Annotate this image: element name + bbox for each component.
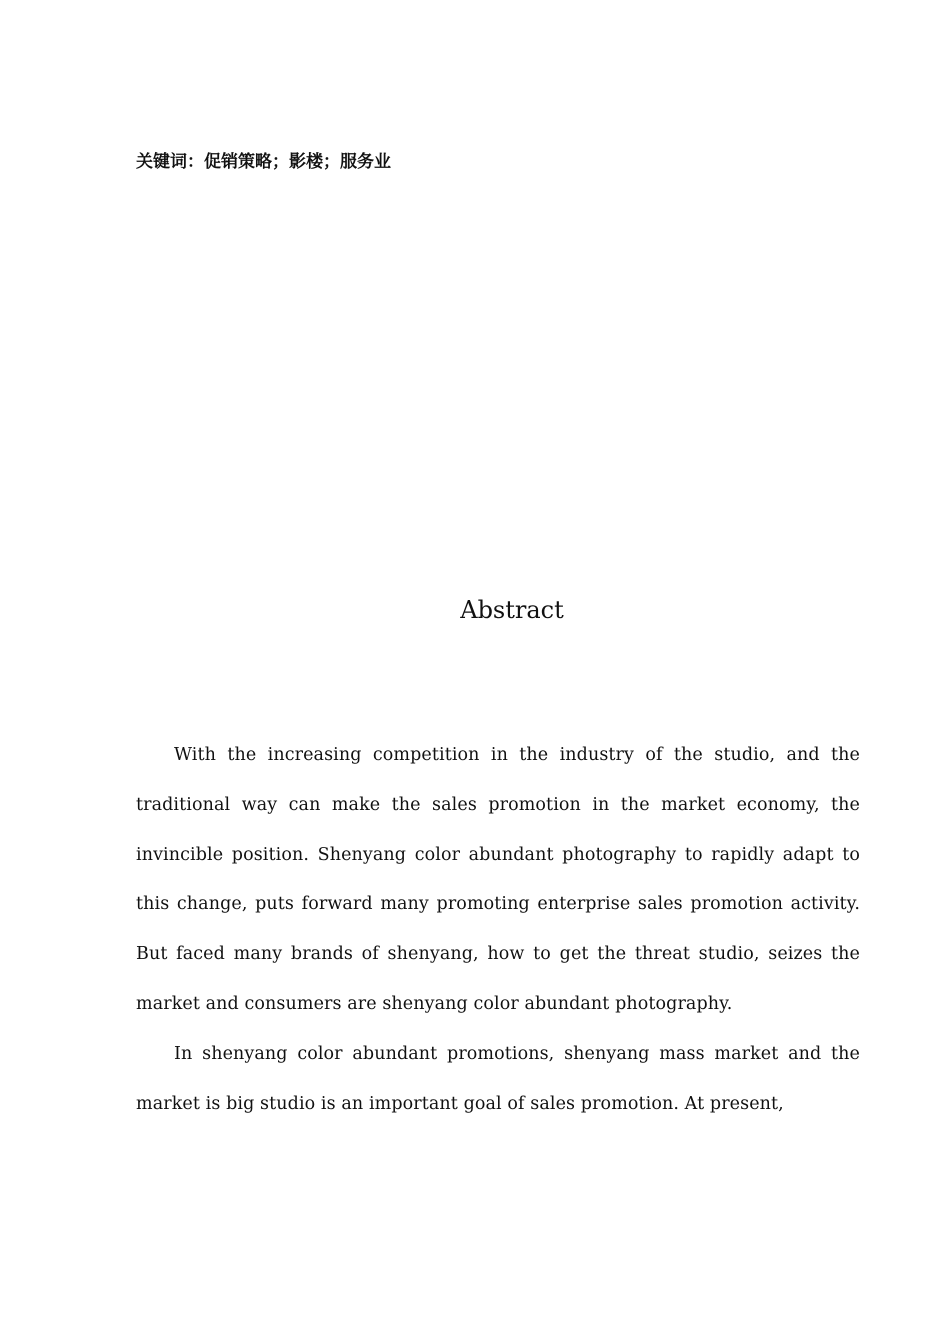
keywords-line: 关键词：促销策略；影楼；服务业 [136,152,391,172]
abstract-paragraph-1: With the increasing competition in the industry of the studio, and the traditional way can make the sales promotion in the market economy, the invincible position. Shenyang color abundant photography to rapidly adapt to this change, puts forward many promoting enterprise sales promotion activity. But faced many brands of shenyang, how to get the threat studio, seizes the market and consumers are shenyang color abundant photography. [136,745,860,1014]
abstract-heading-text: Abstract [460,596,564,624]
abstract-heading [136,592,860,628]
abstract-paragraph-2: In shenyang color abundant promotions, shenyang mass market and the market is big studio is an important goal of sales promotion. At present, [136,1043,860,1114]
abstract-body [136,731,860,1129]
